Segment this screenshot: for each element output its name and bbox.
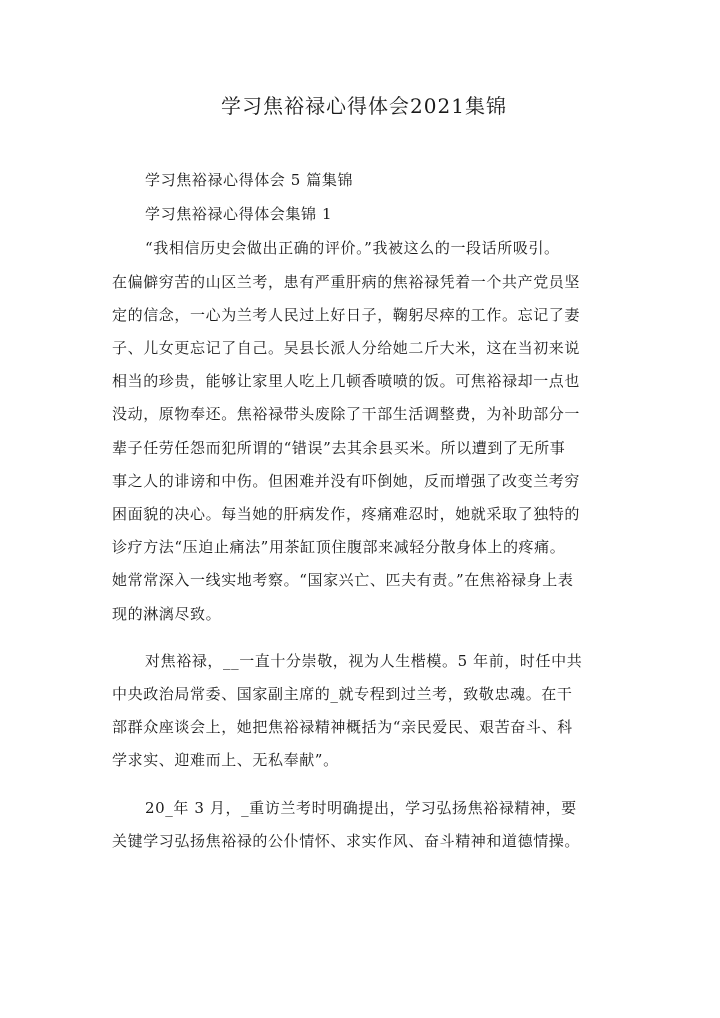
- paragraph-line: “我相信历史会做出正确的评价。”我被这么的一段话所吸引。: [145, 239, 560, 258]
- paragraph-3: [112, 792, 622, 858]
- subheading-part-1: 学习焦裕禄心得体会集锦 1: [145, 205, 333, 224]
- paragraph-1: [112, 232, 622, 630]
- paragraph-line: 诊疗方法“压迫止痛法”用茶缸顶住腹部来减轻分散身体上的疼痛。: [112, 538, 566, 557]
- paragraph-line: 对焦裕禄，__一直十分崇敬，视为人生楷模。5 年前，时任中共: [145, 651, 583, 670]
- document-title: 学习焦裕禄心得体会2021集锦: [221, 94, 507, 118]
- paragraph-line: 没动，原物奉还。焦裕禄带头废除了干部生活调整费，为补助部分一: [112, 405, 581, 424]
- paragraph-line: 部群众座谈会上，她把焦裕禄精神概括为“亲民爱民、艰苦奋斗、科: [112, 718, 573, 737]
- paragraph-2: [112, 645, 622, 778]
- subheading-collection: 学习焦裕禄心得体会 5 篇集锦: [145, 171, 354, 189]
- paragraph-line: 现的淋漓尽致。: [112, 604, 222, 623]
- paragraph-line: 20_年 3 月，_重访兰考时明确提出，学习弘扬焦裕禄精神，要: [145, 798, 577, 817]
- paragraph-line: 她常常深入一线实地考察。“国家兴亡、匹夫有责。”在焦裕禄身上表: [112, 571, 574, 590]
- paragraph-line: 困面貌的决心。每当她的肝病发作，疼痛难忍时，她就采取了独特的: [112, 505, 581, 524]
- paragraph-line: 学求实、迎难而上、无私奉献”。: [112, 751, 339, 770]
- paragraph-line: 事之人的诽谤和中伤。但困难并没有吓倒她，反而增强了改变兰考穷: [112, 471, 581, 490]
- paragraph-line: 辈子任劳任怨而犯所谓的“错误”去其余县买米。所以遭到了无所事: [112, 438, 566, 457]
- paragraph-line: 相当的珍贵，能够让家里人吃上几顿香喷喷的饭。可焦裕禄却一点也: [112, 372, 581, 391]
- paragraph-line: 子、儿女更忘记了自己。吴县长派人分给她二斤大米，这在当初来说: [112, 339, 581, 358]
- paragraph-line: 关键学习弘扬焦裕禄的公仆情怀、求实作风、奋斗精神和道德情操。: [112, 831, 581, 850]
- paragraph-line: 定的信念，一心为兰考人民过上好日子，鞠躬尽瘁的工作。忘记了妻: [112, 305, 581, 324]
- paragraph-line: 在偏僻穷苦的山区兰考，患有严重肝病的焦裕禄凭着一个共产党员坚: [112, 272, 581, 291]
- paragraph-line: 中央政治局常委、国家副主席的_就专程到过兰考，致敬忠魂。在干: [112, 685, 573, 704]
